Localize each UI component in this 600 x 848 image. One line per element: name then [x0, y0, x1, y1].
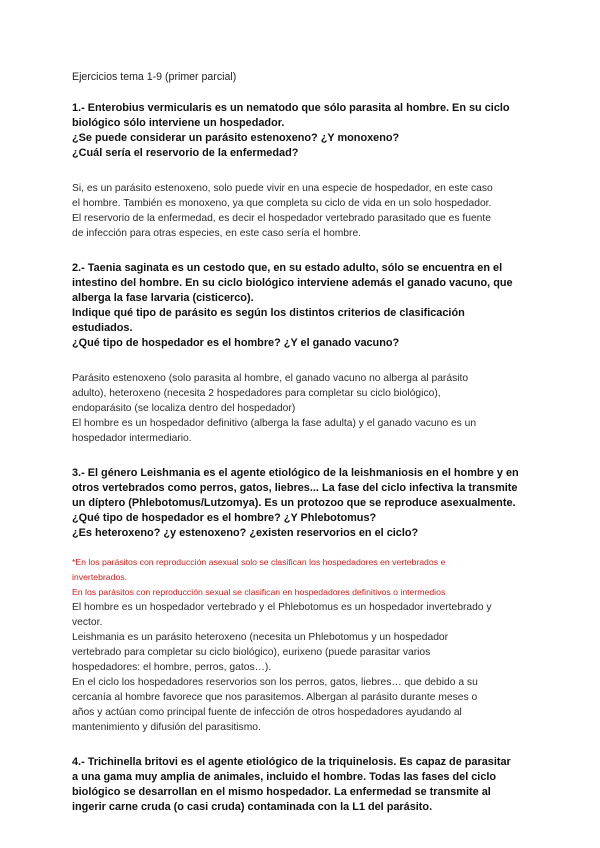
question-3 [72, 466, 540, 541]
answer-1-line: el hombre. También es monoxeno, ya que completa su ciclo de vida en un solo hospedador. [72, 198, 492, 209]
question-1-line: ¿Cuál sería el reservorio de la enfermedad? [72, 147, 299, 159]
answer-2-line: El hombre es un hospedador definitivo (alberga la fase adulta) y el ganado vacuno es un [72, 418, 477, 429]
answer-3-line: vector. [72, 617, 103, 628]
answer-3-line: mantenimiento y difusión del parasitismo. [72, 722, 261, 733]
answer-1 [72, 181, 540, 241]
question-2-line: Indique qué tipo de parásito es según los distintos criterios de clasificación [72, 307, 465, 319]
question-4-line: 4.- Trichinella britovi es el agente etiológico de la triquinelosis. Es capaz de parasitar [72, 756, 511, 768]
question-3-line: un díptero (Phlebotomus/Lutzomya). Es un protozoo que se reproduce asexualmente. [72, 497, 516, 509]
answer-2-line: Parásito estenoxeno (solo parasita al hombre, el ganado vacuno no alberga al parásito [72, 373, 469, 384]
red-notes [72, 555, 540, 600]
answer-1-line: de infección para otras especies, en este caso sería el hombre. [72, 228, 362, 239]
question-4 [72, 755, 540, 815]
answer-3-line: En el ciclo los hospedadores reservorios son los perros, gatos, liebres… que debido a su [72, 677, 478, 688]
answer-2-line: hospedador intermediario. [72, 433, 192, 444]
question-4-line: ingerir carne cruda (o casi cruda) contaminada con la L1 del parásito. [72, 801, 433, 813]
question-2-line: alberga la fase larvaria (cisticerco). [72, 292, 254, 304]
answer-2 [72, 371, 540, 446]
question-1-line: ¿Se puede considerar un parásito estenoxeno? ¿Y monoxeno? [72, 132, 400, 144]
question-4-line: a una gama muy amplia de animales, incluido el hombre. Todas las fases del ciclo [72, 771, 497, 783]
answer-3-line: El hombre es un hospedador vertebrado y el Phlebotomus es un hospedador invertebrado y [72, 602, 492, 613]
answer-3-line: años y actúan como principal fuente de infección de otros hospedadores ayudando al [72, 707, 462, 718]
answer-2-line: adulto), heteroxeno (necesita 2 hospedadores para completar su ciclo biológico), [72, 388, 441, 399]
document-title: Ejercicios tema 1-9 (primer parcial) [72, 71, 237, 83]
answer-2-line: endoparásito (se localiza dentro del hospedador) [72, 403, 296, 414]
question-2-line: ¿Qué tipo de hospedador es el hombre? ¿Y el ganado vacuno? [72, 337, 400, 349]
question-3-line: ¿Es heteroxeno? ¿y estenoxeno? ¿existen reservorios en el ciclo? [72, 527, 419, 539]
question-4-line: biológico se desarrollan en el mismo hospedador. La enfermedad se transmite al [72, 786, 491, 798]
question-1-line: biológico sólo interviene un hospedador. [72, 117, 285, 129]
note-line: En los parásitos con reproducción sexual se clasifican en hospedadores definitivos o intermedios [72, 587, 446, 597]
question-1-line: 1.- Enterobius vermicularis es un nematodo que sólo parasita al hombre. En su ciclo [72, 102, 510, 114]
question-2-line: 2.- Taenia saginata es un cestodo que, en su estado adulto, sólo se encuentra en el [72, 262, 503, 274]
answer-3-line: vertebrado para completar su ciclo biológico), eurixeno (puede parasitar varios [72, 647, 431, 658]
answer-3-line: Leishmania es un parásito heteroxeno (necesita un Phlebotomus y un hospedador [72, 632, 449, 643]
question-3-line: ¿Qué tipo de hospedador es el hombre? ¿Y Phlebotomus? [72, 512, 377, 524]
question-1 [72, 101, 540, 161]
answer-3-line: cercanía al hombre favorece que nos parasitemos. Albergan al parásito durante meses o [72, 692, 478, 703]
answer-3 [72, 600, 540, 735]
question-2-line: intestino del hombre. En su ciclo biológico interviene además el ganado vacuno, que [72, 277, 513, 289]
question-2 [72, 261, 540, 351]
note-line: invertebrados. [72, 572, 128, 582]
answer-1-line: Si, es un parásito estenoxeno, solo puede vivir en una especie de hospedador, en este caso [72, 183, 493, 194]
question-3-line: 3.- El género Leishmania es el agente etiológico de la leishmaniosis en el hombre y en [72, 467, 519, 479]
answer-3-line: hospedadores: el hombre, perros, gatos…). [72, 662, 272, 673]
answer-1-line: El reservorio de la enfermedad, es decir el hospedador vertebrado parasitado que es fuente [72, 213, 491, 224]
question-2-line: estudiados. [72, 322, 133, 334]
question-3-line: otros vertebrados como perros, gatos, liebres... La fase del ciclo infectiva la transmite [72, 482, 518, 494]
note-line: *En los parásitos con reproducción asexual solo se clasifican los hospedadores en vertebrados e [72, 557, 446, 567]
